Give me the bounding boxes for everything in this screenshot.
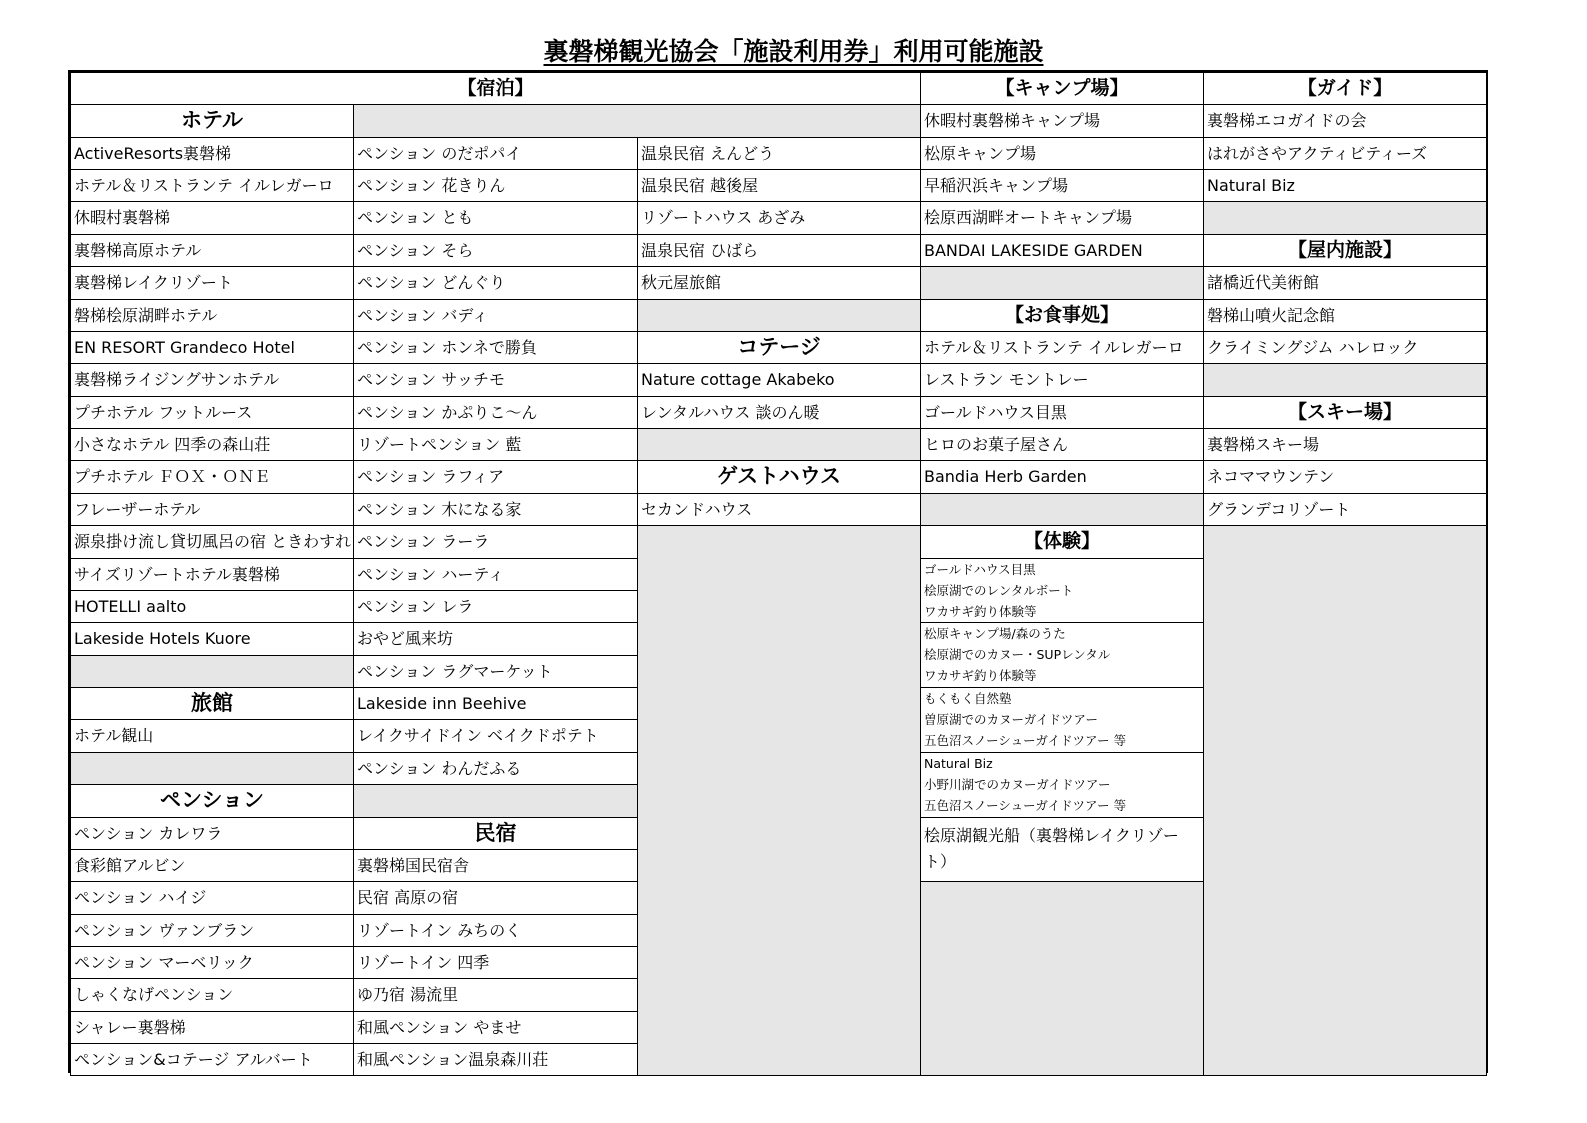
experience-line: 小野川湖でのカヌーガイドツアー bbox=[924, 777, 1111, 792]
pension-item: ペンション とも bbox=[353, 201, 638, 235]
experience-item bbox=[920, 687, 1204, 753]
food-item: ゴールドハウス目黒 bbox=[920, 396, 1204, 429]
pension-item: 食彩館アルビン bbox=[70, 849, 354, 882]
pension-item: しゃくなげペンション bbox=[70, 978, 354, 1012]
food-item: ヒロのお菓子屋さん bbox=[920, 428, 1204, 461]
empty-cell bbox=[70, 752, 354, 785]
pension-item: ペンション マーベリック bbox=[70, 946, 354, 979]
hotel-heading: ホテル bbox=[70, 104, 354, 138]
empty-cell bbox=[1203, 201, 1487, 235]
hotel-item: プチホテル フットルース bbox=[70, 396, 354, 429]
guide-item: はれがさやアクティビティーズ bbox=[1203, 137, 1487, 170]
empty-cell bbox=[637, 299, 921, 332]
pension-item: ペンション ヴァンブラン bbox=[70, 914, 354, 947]
pension-item: ペンション どんぐり bbox=[353, 266, 638, 300]
pension-item: ペンション ラフィア bbox=[353, 460, 638, 494]
minshuku-item: 裏磐梯国民宿舎 bbox=[353, 849, 638, 882]
ski-item: グランデコリゾート bbox=[1203, 493, 1487, 526]
hotel-item: Lakeside Hotels Kuore bbox=[70, 622, 354, 656]
ski-item: 裏磐梯スキー場 bbox=[1203, 428, 1487, 461]
pension-item: ペンション カレワラ bbox=[70, 817, 354, 850]
empty-cell bbox=[637, 428, 921, 461]
empty-cell bbox=[353, 784, 638, 818]
pension-item: ペンション レラ bbox=[353, 590, 638, 623]
camp-item: 桧原西湖畔オートキャンプ場 bbox=[920, 201, 1204, 235]
food-heading: 【お食事処】 bbox=[920, 299, 1204, 332]
camp-item: 早稲沢浜キャンプ場 bbox=[920, 169, 1204, 202]
camp-item: BANDAI LAKESIDE GARDEN bbox=[920, 234, 1204, 267]
onsen-item: 温泉民宿 越後屋 bbox=[637, 169, 921, 202]
pension-item: ペンション 花きりん bbox=[353, 169, 638, 202]
minshuku-item: 民宿 高原の宿 bbox=[353, 881, 638, 915]
pension-item: ペンション そら bbox=[353, 234, 638, 267]
guide-item: Natural Biz bbox=[1203, 169, 1487, 202]
facility-table bbox=[68, 70, 1488, 1073]
indoor-item: クライミングジム ハレロック bbox=[1203, 331, 1487, 364]
pension-item: ペンション わんだふる bbox=[353, 752, 638, 785]
hotel-item: 裏磐梯高原ホテル bbox=[70, 234, 354, 267]
cottage-item: Nature cottage Akabeko bbox=[637, 363, 921, 397]
pension-item: ペンション バディ bbox=[353, 299, 638, 332]
indoor-heading: 【屋内施設】 bbox=[1203, 234, 1487, 267]
pension-item: ペンション ハイジ bbox=[70, 881, 354, 915]
experience-line: Natural Biz bbox=[924, 756, 993, 771]
onsen-item: 温泉民宿 えんどう bbox=[637, 137, 921, 170]
minshuku-heading: 民宿 bbox=[353, 817, 638, 850]
empty-cell bbox=[920, 266, 1204, 300]
pension-heading: ペンション bbox=[70, 784, 354, 818]
pension-item: リゾートペンション 藍 bbox=[353, 428, 638, 461]
page-title: 裏磐梯観光協会「施設利用券」利用可能施設 bbox=[543, 37, 1044, 66]
camp-item: 松原キャンプ場 bbox=[920, 137, 1204, 170]
guesthouse-item: セカンドハウス bbox=[637, 493, 921, 526]
onsen-item: リゾートハウス あざみ bbox=[637, 201, 921, 235]
experience-item bbox=[920, 558, 1204, 623]
minshuku-item: 和風ペンション温泉森川荘 bbox=[353, 1043, 638, 1076]
empty-cell bbox=[920, 493, 1204, 526]
camp-item: 休暇村裏磐梯キャンプ場 bbox=[920, 104, 1204, 138]
empty-cell bbox=[1203, 525, 1487, 1076]
onsen-item: 秋元屋旅館 bbox=[637, 266, 921, 300]
empty-cell bbox=[353, 104, 921, 138]
empty-cell bbox=[1203, 363, 1487, 397]
cruise-item: 桧原湖観光船（裏磐梯レイクリゾート） bbox=[920, 817, 1204, 882]
experience-heading: 【体験】 bbox=[920, 525, 1204, 559]
hotel-item: ActiveResorts裏磐梯 bbox=[70, 137, 354, 170]
pension-item: ペンション ホンネで勝負 bbox=[353, 331, 638, 364]
camp-header: 【キャンプ場】 bbox=[920, 72, 1204, 105]
indoor-item: 諸橋近代美術館 bbox=[1203, 266, 1487, 300]
experience-line: ワカサギ釣り体験等 bbox=[924, 668, 1037, 683]
experience-line: 五色沼スノーシューガイドツアー 等 bbox=[924, 798, 1127, 813]
minshuku-item: リゾートイン みちのく bbox=[353, 914, 638, 947]
lodging-header: 【宿泊】 bbox=[70, 72, 921, 105]
minshuku-item: リゾートイン 四季 bbox=[353, 946, 638, 979]
hotel-item: 休暇村裏磐梯 bbox=[70, 201, 354, 235]
ski-heading: 【スキー場】 bbox=[1203, 396, 1487, 429]
pension-item: ペンション&コテージ アルバート bbox=[70, 1043, 354, 1076]
food-item: レストラン モントレー bbox=[920, 363, 1204, 397]
hotel-item: サイズリゾートホテル裏磐梯 bbox=[70, 558, 354, 591]
experience-item bbox=[920, 622, 1204, 688]
hotel-item: EN RESORT Grandeco Hotel bbox=[70, 331, 354, 364]
pension-item: ペンション かぷりこ～ん bbox=[353, 396, 638, 429]
experience-line: 松原キャンプ場/森のうた bbox=[924, 626, 1066, 641]
experience-line: 桧原湖でのカヌー・SUPレンタル bbox=[924, 647, 1111, 662]
hotel-item: フレーザーホテル bbox=[70, 493, 354, 526]
experience-line: 五色沼スノーシューガイドツアー 等 bbox=[924, 733, 1127, 748]
pension-item: Lakeside inn Beehive bbox=[353, 687, 638, 720]
experience-line: 桧原湖でのレンタルボート bbox=[924, 583, 1074, 598]
pension-item: ペンション ハーティ bbox=[353, 558, 638, 591]
ryokan-heading: 旅館 bbox=[70, 687, 354, 720]
pension-item: ペンション サッチモ bbox=[353, 363, 638, 397]
hotel-item: プチホテル ＦＯＸ・ＯＮＥ bbox=[70, 460, 354, 494]
guide-item: 裏磐梯エコガイドの会 bbox=[1203, 104, 1487, 138]
guesthouse-heading: ゲストハウス bbox=[637, 460, 921, 494]
pension-item: シャレー裏磐梯 bbox=[70, 1011, 354, 1044]
empty-cell bbox=[920, 881, 1204, 1076]
empty-cell bbox=[70, 655, 354, 688]
pension-item: ペンション ラグマーケット bbox=[353, 655, 638, 688]
pension-item: ペンション 木になる家 bbox=[353, 493, 638, 526]
pension-item: レイクサイドイン ベイクドポテト bbox=[353, 719, 638, 753]
pension-item: おやど風来坊 bbox=[353, 622, 638, 656]
hotel-item: 裏磐梯レイクリゾート bbox=[70, 266, 354, 300]
hotel-item: 小さなホテル 四季の森山荘 bbox=[70, 428, 354, 461]
hotel-item: 磐梯桧原湖畔ホテル bbox=[70, 299, 354, 332]
cottage-item: レンタルハウス 談のん暖 bbox=[637, 396, 921, 429]
hotel-item: 裏磐梯ライジングサンホテル bbox=[70, 363, 354, 397]
ski-item: ネコママウンテン bbox=[1203, 460, 1487, 494]
experience-line: もくもく自然塾 bbox=[924, 691, 1012, 706]
pension-item: ペンション ラーラ bbox=[353, 525, 638, 559]
hotel-item: HOTELLI aalto bbox=[70, 590, 354, 623]
experience-line: 曽原湖でのカヌーガイドツアー bbox=[924, 712, 1099, 727]
experience-line: ゴールドハウス目黒 bbox=[924, 562, 1036, 577]
hotel-item: ホテル＆リストランテ イルレガーロ bbox=[70, 169, 354, 202]
ryokan-item: ホテル観山 bbox=[70, 719, 354, 753]
cottage-heading: コテージ bbox=[637, 331, 921, 364]
food-item: ホテル＆リストランテ イルレガーロ bbox=[920, 331, 1204, 364]
empty-cell bbox=[637, 525, 921, 1076]
experience-line: ワカサギ釣り体験等 bbox=[924, 604, 1037, 619]
minshuku-item: ゆ乃宿 湯流里 bbox=[353, 978, 638, 1012]
onsen-item: 温泉民宿 ひばら bbox=[637, 234, 921, 267]
indoor-item: 磐梯山噴火記念館 bbox=[1203, 299, 1487, 332]
minshuku-item: 和風ペンション やませ bbox=[353, 1011, 638, 1044]
guide-header: 【ガイド】 bbox=[1203, 72, 1487, 105]
pension-item: ペンション のだポパイ bbox=[353, 137, 638, 170]
experience-item bbox=[920, 752, 1204, 818]
hotel-item: 源泉掛け流し貸切風呂の宿 ときわすれ bbox=[70, 525, 354, 559]
food-item: Bandia Herb Garden bbox=[920, 460, 1204, 494]
